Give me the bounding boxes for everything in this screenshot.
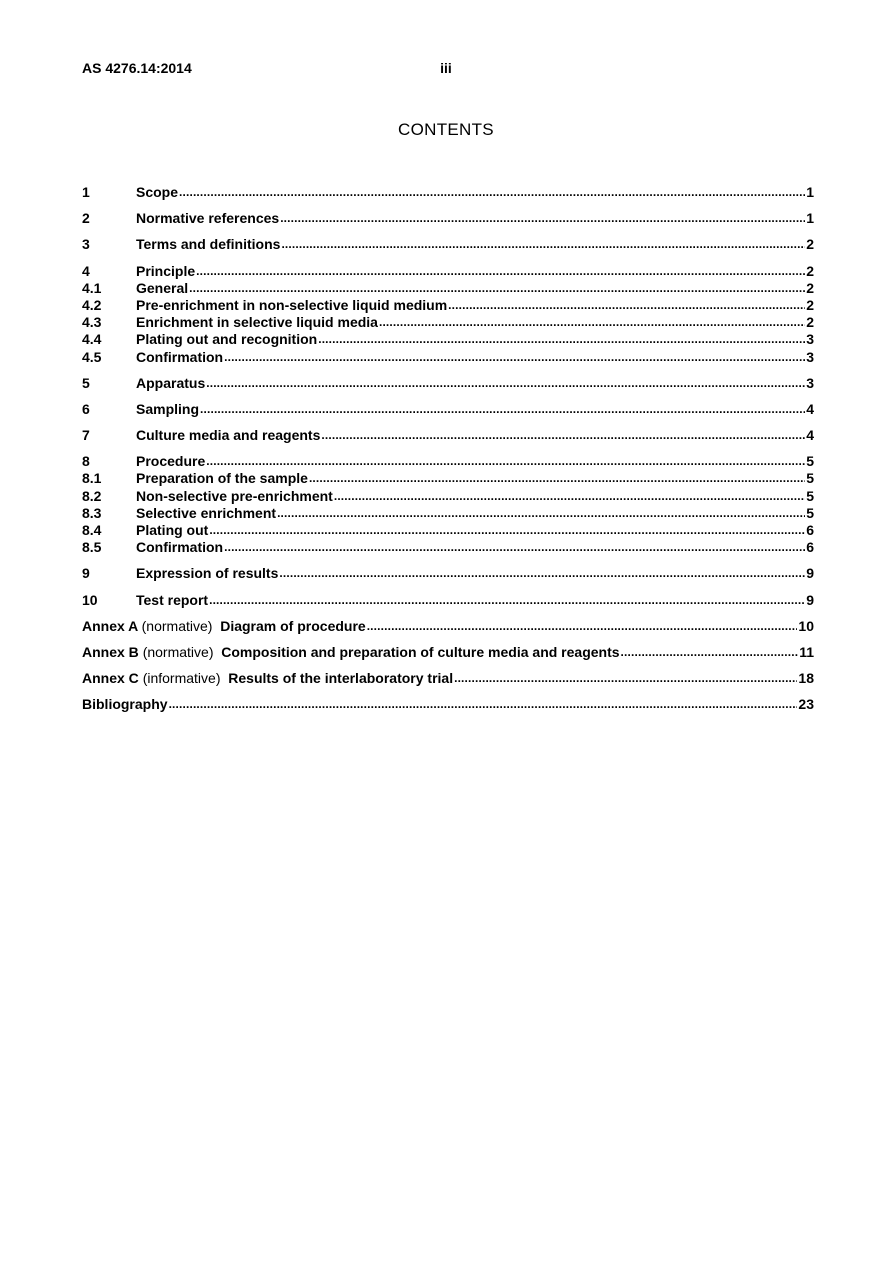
toc-entry-number: 8.4	[82, 522, 102, 538]
toc-entry[interactable]	[82, 349, 814, 366]
toc-entry[interactable]	[82, 427, 814, 444]
toc-entry-label: Preparation of the sample	[136, 470, 308, 487]
toc-entry-number: 9	[82, 565, 90, 582]
toc-bibliography-entry[interactable]	[82, 696, 814, 713]
toc-entry-number: 4.1	[82, 279, 102, 296]
annex-name: Annex B	[82, 643, 139, 660]
toc-entry[interactable]	[82, 470, 814, 487]
toc-entry[interactable]	[82, 210, 814, 227]
toc-entry-number: 4.3	[82, 314, 102, 331]
toc-entry[interactable]	[82, 592, 814, 609]
toc-dot-leader	[367, 618, 798, 636]
toc-entry-page: 4	[806, 427, 814, 444]
toc-entry-page: 5	[806, 504, 814, 521]
toc-entry[interactable]	[82, 280, 814, 297]
toc-entry-number: 3	[82, 236, 90, 253]
toc-entry-page: 1	[806, 184, 814, 200]
table-of-contents	[82, 184, 814, 714]
toc-dot-leader	[179, 184, 805, 202]
toc-entry[interactable]	[82, 453, 814, 470]
toc-entry[interactable]	[82, 401, 814, 418]
toc-annex-page: 18	[798, 670, 814, 687]
toc-entry-page: 5	[806, 453, 814, 470]
toc-bibliography-page: 23	[798, 696, 814, 713]
toc-entry[interactable]	[82, 314, 814, 331]
toc-entry-label: Selective enrichment	[136, 504, 277, 521]
toc-entry-page: 3	[806, 331, 814, 348]
toc-entry[interactable]	[82, 297, 814, 314]
annex-name: Annex A	[82, 617, 138, 634]
toc-entry-label: Pre-enrichment in non-selective liquid medium	[136, 296, 448, 313]
toc-entry[interactable]	[82, 263, 814, 280]
toc-entry-label: Terms and definitions	[136, 236, 281, 253]
toc-dot-leader	[379, 314, 805, 332]
toc-entry-label: Plating out and recognition	[136, 331, 318, 348]
toc-entry-page: 1	[806, 210, 814, 227]
toc-entry-page: 2	[806, 279, 814, 296]
toc-annex-entry[interactable]	[82, 670, 814, 687]
toc-entry-number: 1	[82, 184, 90, 200]
toc-entry[interactable]	[82, 522, 814, 539]
toc-entry-label: Expression of results	[136, 565, 279, 582]
annex-title: Composition and preparation of culture media and reagents	[221, 643, 620, 660]
toc-entry-label: General	[136, 279, 189, 296]
toc-entry-label: Test report	[136, 591, 209, 608]
toc-entry-number: 2	[82, 210, 90, 227]
toc-entry-label: Non-selective pre-enrichment	[136, 487, 333, 504]
annex-kind: (informative)	[142, 670, 221, 687]
toc-entry-number: 4.2	[82, 296, 102, 313]
toc-dot-leader	[309, 470, 805, 488]
toc-bibliography-label: Bibliography	[82, 696, 168, 713]
toc-entry[interactable]	[82, 539, 814, 556]
toc-entry-page: 3	[806, 348, 814, 365]
toc-dot-leader	[224, 539, 805, 557]
toc-annex-entry[interactable]	[82, 644, 814, 661]
toc-dot-leader	[209, 522, 805, 540]
toc-entry-page: 4	[806, 400, 814, 417]
toc-dot-leader	[321, 427, 805, 445]
toc-entry-label: Culture media and reagents	[136, 427, 321, 444]
toc-entry-page: 2	[806, 236, 814, 253]
toc-dot-leader	[206, 375, 805, 393]
annex-title: Results of the interlaboratory trial	[228, 670, 454, 687]
toc-entry-page: 5	[806, 470, 814, 487]
toc-entry-page: 5	[806, 487, 814, 504]
toc-entry-number: 8.5	[82, 539, 102, 556]
toc-dot-leader	[281, 236, 805, 254]
toc-entry-number: 8.3	[82, 504, 102, 521]
toc-dot-leader	[454, 670, 797, 688]
toc-annex-entry[interactable]	[82, 618, 814, 635]
toc-entry-label: Enrichment in selective liquid media	[136, 314, 378, 331]
toc-entry-page: 2	[806, 262, 814, 279]
toc-entry-label: Scope	[136, 184, 179, 200]
toc-entry-number: 10	[82, 591, 98, 608]
page-number: iii	[440, 60, 452, 76]
toc-entry[interactable]	[82, 184, 814, 201]
toc-entry-label: Apparatus	[136, 374, 206, 391]
annex-kind: (normative)	[142, 643, 214, 660]
toc-entry-label: Confirmation	[136, 539, 224, 556]
toc-entry[interactable]	[82, 375, 814, 392]
toc-entry[interactable]	[82, 236, 814, 253]
toc-annex-label	[82, 644, 620, 661]
toc-entry[interactable]	[82, 488, 814, 505]
toc-entry-page: 2	[806, 314, 814, 331]
toc-entry-label: Plating out	[136, 522, 209, 538]
toc-entry-page: 9	[806, 591, 814, 608]
toc-dot-leader	[206, 453, 805, 471]
toc-entry-label: Confirmation	[136, 348, 224, 365]
toc-entry-number: 8.2	[82, 487, 102, 504]
toc-annex-page: 11	[799, 643, 814, 660]
toc-entry-number: 5	[82, 374, 90, 391]
toc-dot-leader	[196, 263, 805, 281]
toc-entry-page: 6	[806, 539, 814, 556]
toc-dot-leader	[448, 297, 805, 315]
toc-dot-leader	[334, 488, 805, 506]
toc-dot-leader	[209, 592, 805, 610]
toc-entry-number: 4	[82, 262, 90, 279]
toc-dot-leader	[277, 505, 805, 523]
toc-entry-number: 6	[82, 400, 90, 417]
toc-entry[interactable]	[82, 565, 814, 582]
toc-entry-number: 8	[82, 453, 90, 470]
toc-entry-label: Procedure	[136, 453, 206, 470]
toc-entry-page: 9	[806, 565, 814, 582]
toc-entry-page: 6	[806, 522, 814, 538]
toc-entry-number: 8.1	[82, 470, 102, 487]
toc-entry-number: 7	[82, 427, 90, 444]
document-id: AS 4276.14:2014	[82, 60, 192, 76]
toc-annex-label	[82, 670, 453, 687]
toc-dot-leader	[189, 280, 805, 298]
toc-entry-label: Sampling	[136, 400, 200, 417]
toc-annex-page: 10	[798, 617, 814, 634]
toc-entry-label: Principle	[136, 262, 196, 279]
toc-dot-leader	[224, 349, 805, 367]
annex-title: Diagram of procedure	[220, 617, 366, 634]
page-title: CONTENTS	[398, 120, 494, 139]
toc-dot-leader	[279, 565, 805, 583]
toc-entry-number: 4.4	[82, 331, 102, 348]
toc-dot-leader	[318, 331, 805, 349]
toc-entry-page: 2	[806, 296, 814, 313]
toc-dot-leader	[280, 210, 805, 228]
toc-dot-leader	[621, 644, 799, 662]
toc-entry-label: Normative references	[136, 210, 280, 227]
toc-dot-leader	[200, 401, 805, 419]
annex-kind: (normative)	[141, 617, 213, 634]
annex-name: Annex C	[82, 670, 139, 687]
toc-entry[interactable]	[82, 331, 814, 348]
toc-dot-leader	[169, 696, 798, 714]
toc-entry-page: 3	[806, 374, 814, 391]
toc-annex-label	[82, 618, 366, 635]
toc-entry-number: 4.5	[82, 348, 102, 365]
toc-entry[interactable]	[82, 505, 814, 522]
